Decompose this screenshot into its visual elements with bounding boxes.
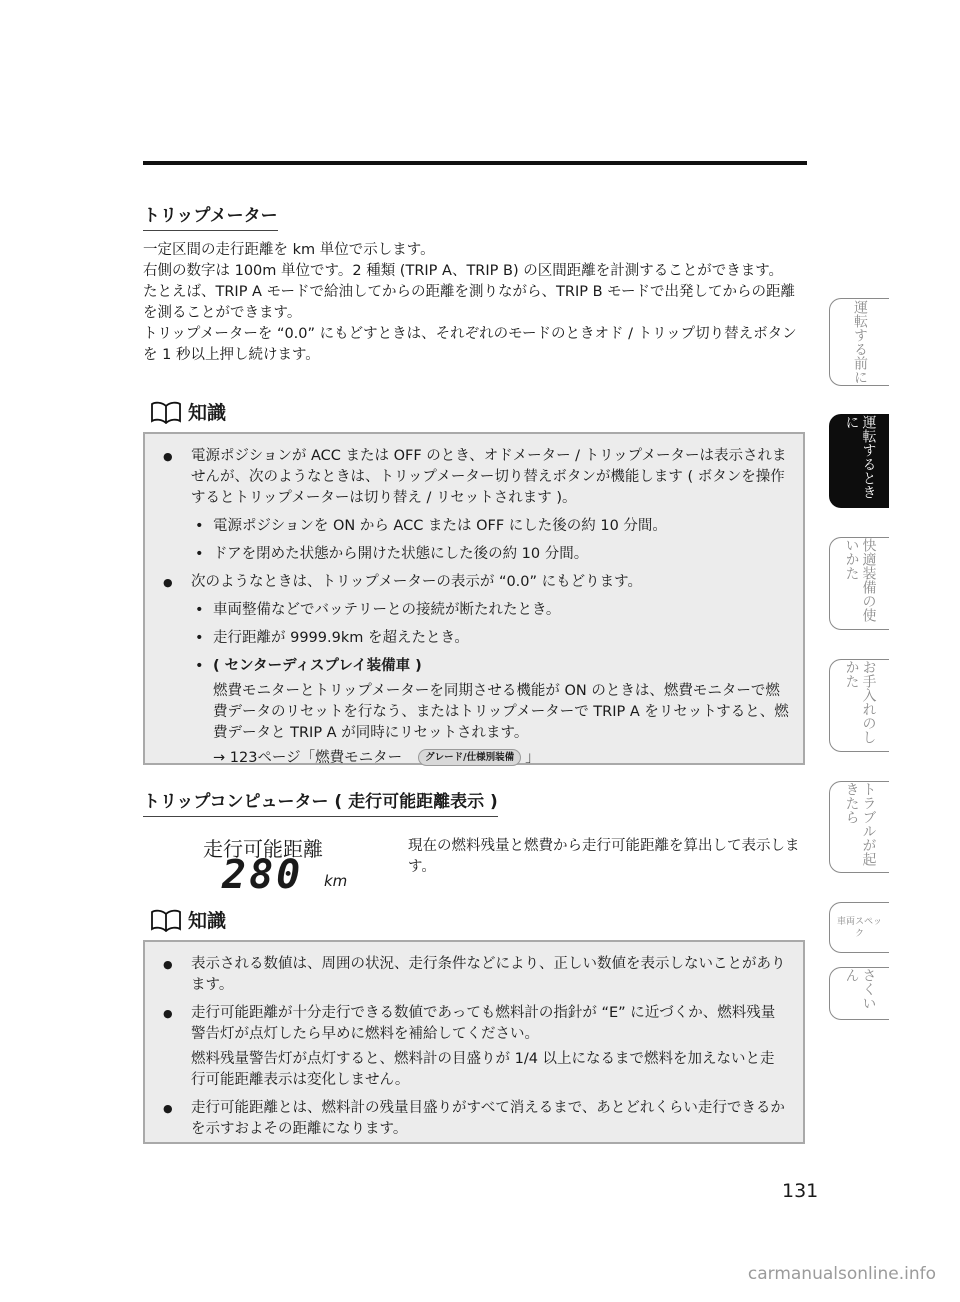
bullet-text: 走行可能距離が十分走行できる数値であっても燃料計の指針が “E” に近づくか、燃料残量警告灯が点灯したら早めに燃料を補給してください。: [191, 1005, 776, 1042]
knowledge-label: 知識: [188, 402, 227, 424]
list-item: ● 表示される数値は、周囲の状況、走行条件などにより、正しい数値を表示しないことがあります。: [159, 954, 789, 996]
list-item: [159, 1003, 789, 1091]
knowledge-list: [159, 446, 789, 769]
trip-meter-heading: トリップメーター: [143, 205, 278, 231]
top-rule: [143, 161, 807, 165]
tab-before-driving[interactable]: 運転する前に: [829, 298, 889, 386]
tab-index[interactable]: さくいん: [829, 967, 889, 1020]
range-display-label: 走行可能距離: [203, 837, 323, 861]
list-item: • 車両整備などでバッテリーとの接続が断たれたとき。: [191, 600, 789, 621]
knowledge-box: [143, 940, 805, 1144]
list-item: [191, 656, 789, 769]
list-item: [159, 446, 789, 565]
book-icon: [150, 400, 182, 424]
tab-comfort-features[interactable]: 快適装備の使いかた: [829, 537, 889, 630]
tab-care[interactable]: お手入れのしかた: [829, 659, 889, 752]
bullet-text: 次のようなときは、トリップメーターの表示が “0.0” にもどります。: [191, 574, 642, 590]
equipment-note-title: ( センターディスプレイ装備車 ): [213, 658, 422, 674]
tab-vehicle-specs[interactable]: 車両スペック: [829, 902, 889, 953]
range-display-value: 280: [222, 852, 304, 898]
trip-meter-paragraph: たとえば、TRIP A モードで給油してからの距離を測りながら、TRIP B モードで出発してからの距離を測ることができます。: [143, 284, 796, 321]
page-number: 131: [782, 1180, 819, 1202]
equipment-note-body: 燃費モニターとトリップメーターを同期させる機能が ON のときは、燃費モニターで燃費データのリセットを行なう、またはトリップメーターで TRIP A をリセットすると、燃費データと TRIP A が同時にリセットされます。: [213, 683, 789, 741]
list-item: • 走行距離が 9999.9km を超えたとき。: [191, 628, 789, 649]
range-description: 現在の燃料残量と燃費から走行可能距離を算出して表示します。: [408, 838, 800, 875]
trip-computer-heading: トリップコンピューター ( 走行可能距離表示 ): [143, 791, 498, 817]
trip-meter-body: [143, 240, 807, 366]
range-display-unit: km: [324, 872, 348, 890]
bullet-text: 燃料残量警告灯が点灯すると、燃料計の目盛りが 1/4 以上になるまで燃料を加えないと走行可能距離表示は変化しません。: [191, 1051, 775, 1088]
tab-when-driving[interactable]: 運転するときに: [829, 414, 889, 508]
trip-meter-paragraph: トリップメーターを “0.0” にもどすときは、それぞれのモードのときオド / トリップ切り替えボタンを 1 秒以上押し続けます。: [143, 326, 797, 363]
knowledge-header: [150, 906, 226, 933]
list-item: [159, 572, 789, 769]
page-reference-text: → 123ページ「燃費モニター: [213, 750, 403, 766]
list-item: ● 走行可能距離とは、燃料計の残量目盛りがすべて消えるまで、あとどれくらい走行できるかを示すおよその距離になります。: [159, 1098, 789, 1140]
page-reference: [213, 748, 789, 769]
knowledge-list: [159, 954, 789, 1140]
sub-list: [191, 516, 789, 565]
watermark: carmanualsonline.info: [747, 1264, 936, 1284]
knowledge-label: 知識: [188, 910, 227, 932]
trip-meter-paragraph: 右側の数字は 100m 単位です。2 種類 (TRIP A、TRIP B) の区間距離を計測することができます。: [143, 263, 784, 279]
bullet-text: 電源ポジションが ACC または OFF のとき、オドメーター / トリップメーターは表示されませんが、次のようなときは、トリップメーター切り替えボタンが機能します ( ボタンを操作するとトリップメーターは切り替え / リセットされます )。: [191, 448, 787, 506]
list-item: • 電源ポジションを ON から ACC または OFF にした後の約 10 分間。: [191, 516, 789, 537]
tab-troubleshooting[interactable]: トラブルが起きたら: [829, 781, 889, 873]
list-item: • ドアを閉めた状態から開けた状態にした後の約 10 分間。: [191, 544, 789, 565]
trip-meter-paragraph: 一定区間の走行距離を km 単位で示します。: [143, 242, 435, 258]
knowledge-header: [150, 398, 226, 425]
knowledge-box: [143, 432, 805, 765]
grade-spec-badge: グレード/仕様別装備: [418, 749, 521, 766]
book-icon: [150, 908, 182, 932]
page-reference-close: 」: [525, 750, 540, 766]
sub-list: [191, 600, 789, 769]
